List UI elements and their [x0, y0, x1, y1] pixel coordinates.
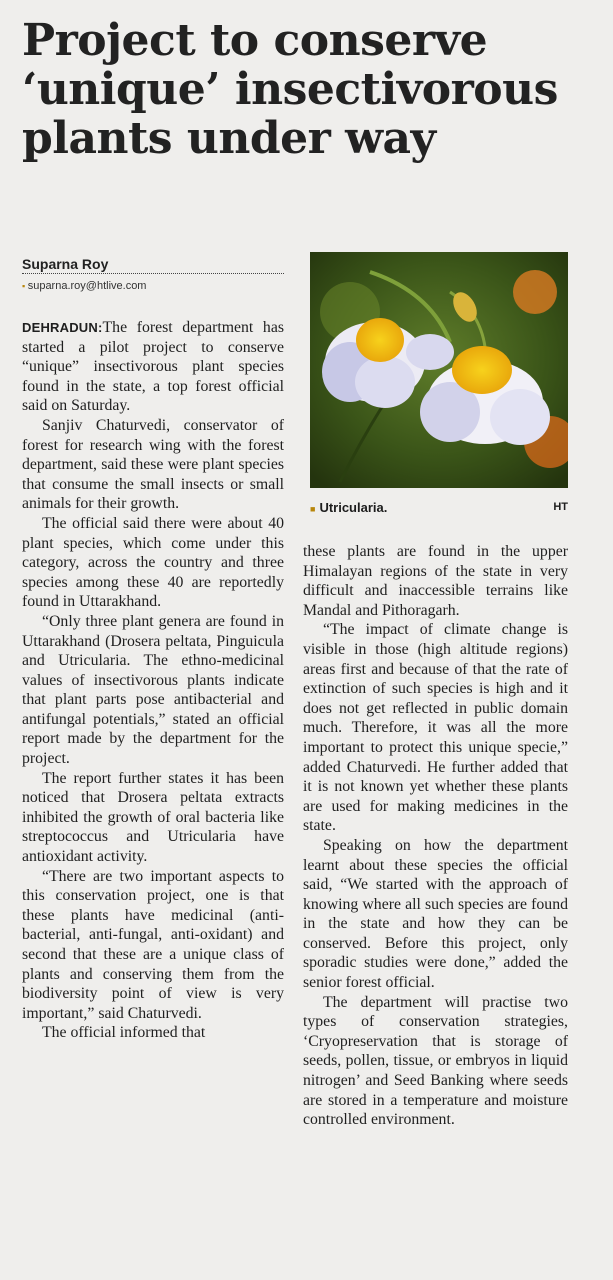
paragraph: The report further states it has been noticed that Drosera peltata extracts inhibited the growth of oral bacteria like streptococcus and Utricularia have antioxidant activity.	[22, 769, 284, 866]
author-email: ▪ suparna.roy@htlive.com	[22, 280, 284, 292]
paragraph: these plants are found in the upper Himalayan regions of the state in very difficult and inaccessible terrains like Mandal and Pithoragarh.	[303, 543, 568, 619]
paragraph: The official said there were about 40 plant species, which come under this category, across the country and three species among these 40 are reportedly found in Uttarakhand.	[22, 514, 284, 611]
paragraph	[22, 318, 284, 416]
photo-caption	[310, 500, 568, 515]
headline-line-3: plants under way	[22, 113, 436, 164]
headline-line-2: ‘unique’ insectivorous	[22, 64, 558, 115]
paragraph: Speaking on how the department learnt about these species the official said, “We started with the approach of knowing where all such species are found in the state and how they can be conserved. Before this project, only sporadic studies were done,” added the senior forest official.	[303, 836, 568, 992]
photo-credit: HT	[553, 501, 568, 513]
flower-illustration	[310, 252, 568, 488]
paragraph: The department will practise two types of conservation strategies, ‘Cryopreservation that is storage of seeds, pollen, tissue, or embryos in liquid nitrogen’ and Seed Banking where seeds are stored in a temperature and moisture controlled environment.	[303, 993, 568, 1129]
caption-bullet-icon: ■	[310, 504, 316, 514]
paragraph: Sanjiv Chaturvedi, conservator of forest for research wing with the forest department, said these were plant species that consume the small insects or small animals for their growth.	[22, 416, 284, 513]
author-name: Suparna Roy	[22, 256, 284, 274]
paragraph: “There are two important aspects to this conservation project, one is that these plants have medicinal (anti-bacterial, anti-fungal, anti-oxidant) and second that these are a unique class of plants and conserving them from the biodiversity point of view is very important,” said Chaturvedi.	[22, 867, 284, 1022]
caption-text: Utricularia.	[319, 500, 388, 515]
paragraph: “The impact of climate change is visible in those (high altitude regions) areas first and because of that the rate of extinction of such species is high and it does not get reflected in public domain much. Therefore, it was all the more important to protect this unique specie,” added Chaturvedi. He further added that it is not known yet whether these plants are used for making medicines in the state.	[303, 621, 568, 835]
headline	[22, 16, 602, 163]
dateline: DEHRADUN:	[22, 320, 103, 335]
utricularia-photo	[310, 252, 568, 488]
article-column-1	[22, 318, 284, 1043]
paragraph: The official informed that	[42, 1024, 206, 1042]
headline-line-1: Project to conserve	[22, 15, 488, 66]
paragraph: “Only three plant genera are found in Uttarakhand (Drosera peltata, Pinguicula and Utricularia. The ethno-medicinal values of insectivorous plants indicate that plant parts pose antibacterial and antifungal potentials,” stated an official report made by the department for the project.	[22, 612, 284, 768]
paragraph-text: The forest department has started a pilot project to conserve “unique” insectivorous plant species found in the state, a top forest official said on Saturday.	[22, 319, 284, 415]
byline	[22, 256, 284, 292]
article-column-2	[303, 542, 568, 1130]
